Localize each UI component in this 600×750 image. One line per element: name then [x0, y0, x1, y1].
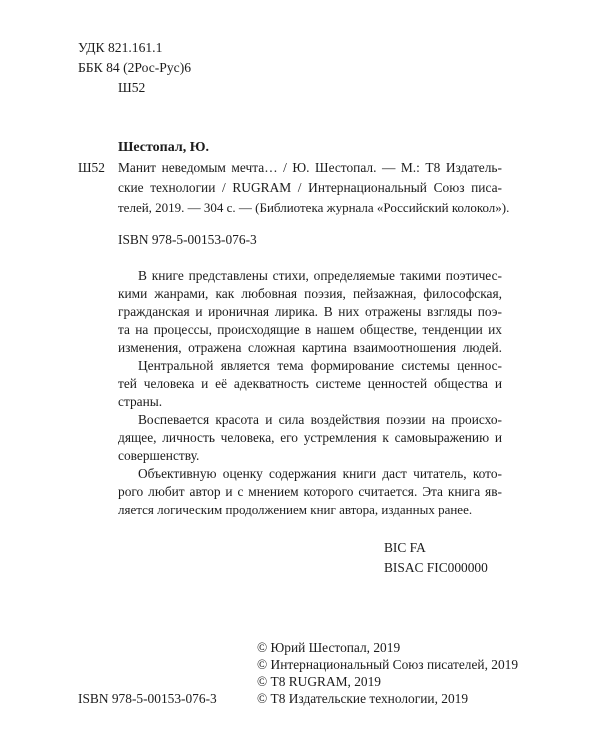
annotation-line: совершенству. [118, 448, 200, 463]
copyright-line: © Т8 Издательские технологии, 2019 [257, 691, 469, 706]
author-mark: Ш52 [118, 80, 146, 95]
annotation-line: изменения, отражена сложная картина взаимоотношения людей. [118, 340, 502, 355]
description-line: Манит неведомым мечта… / Ю. Шестопал. — М.: Т8 Издатель- [118, 160, 502, 175]
bibliography-mark: Ш52 [78, 160, 105, 175]
annotation-line: рого любит автор и с мнением которого считается. Эта книга яв- [118, 484, 502, 499]
annotation-line: та на процессы, происходящие в нашем обществе, тенденции их [118, 322, 502, 337]
copyright-isbn: ISBN 978-5-00153-076-3 [78, 691, 217, 706]
annotation-line: тей человека и её адекватность системе ценностей общества и [118, 376, 502, 391]
copyright-line: © Юрий Шестопал, 2019 [257, 640, 401, 655]
annotation-line: Воспевается красота и сила воздействия поэзии на происхо- [138, 412, 502, 427]
bbk-code: ББК 84 (2Рос-Рус)6 [78, 60, 192, 75]
annotation-line: В книге представлены стихи, определяемые такими поэтичес- [138, 268, 502, 283]
bisac-code: BISAC FIC000000 [384, 560, 488, 575]
author-name: Шестопал, Ю. [118, 140, 209, 155]
annotation-line: Объективную оценку содержания книги даст читатель, кото- [138, 466, 502, 481]
annotation-line: кими жанрами, как любовная поэзия, пейзажная, философская, [118, 286, 502, 301]
udk-code: УДК 821.161.1 [78, 40, 163, 55]
bic-code: BIC FA [384, 540, 426, 555]
annotation-line: дящее, личность человека, его устремления к самовыражению и [118, 430, 502, 445]
copyright-line: © Интернациональный Союз писателей, 2019 [257, 657, 519, 672]
annotation-line: ляется логическим продолжением книг автора, изданных ранее. [118, 502, 473, 517]
annotation-line: гражданская и ироничная лирика. В них отражены взгляды поэ- [118, 304, 502, 319]
description-line: ские технологии / RUGRAM / Интернациональный Союз писа- [118, 180, 502, 195]
annotation-line: Центральной является тема формирование системы ценнос- [138, 358, 502, 373]
isbn: ISBN 978-5-00153-076-3 [118, 232, 257, 247]
annotation-line: страны. [118, 394, 163, 409]
copyright-line: © Т8 RUGRAM, 2019 [257, 674, 382, 689]
description-line: телей, 2019. — 304 с. — (Библиотека журнала «Российский колокол»). [118, 200, 510, 215]
